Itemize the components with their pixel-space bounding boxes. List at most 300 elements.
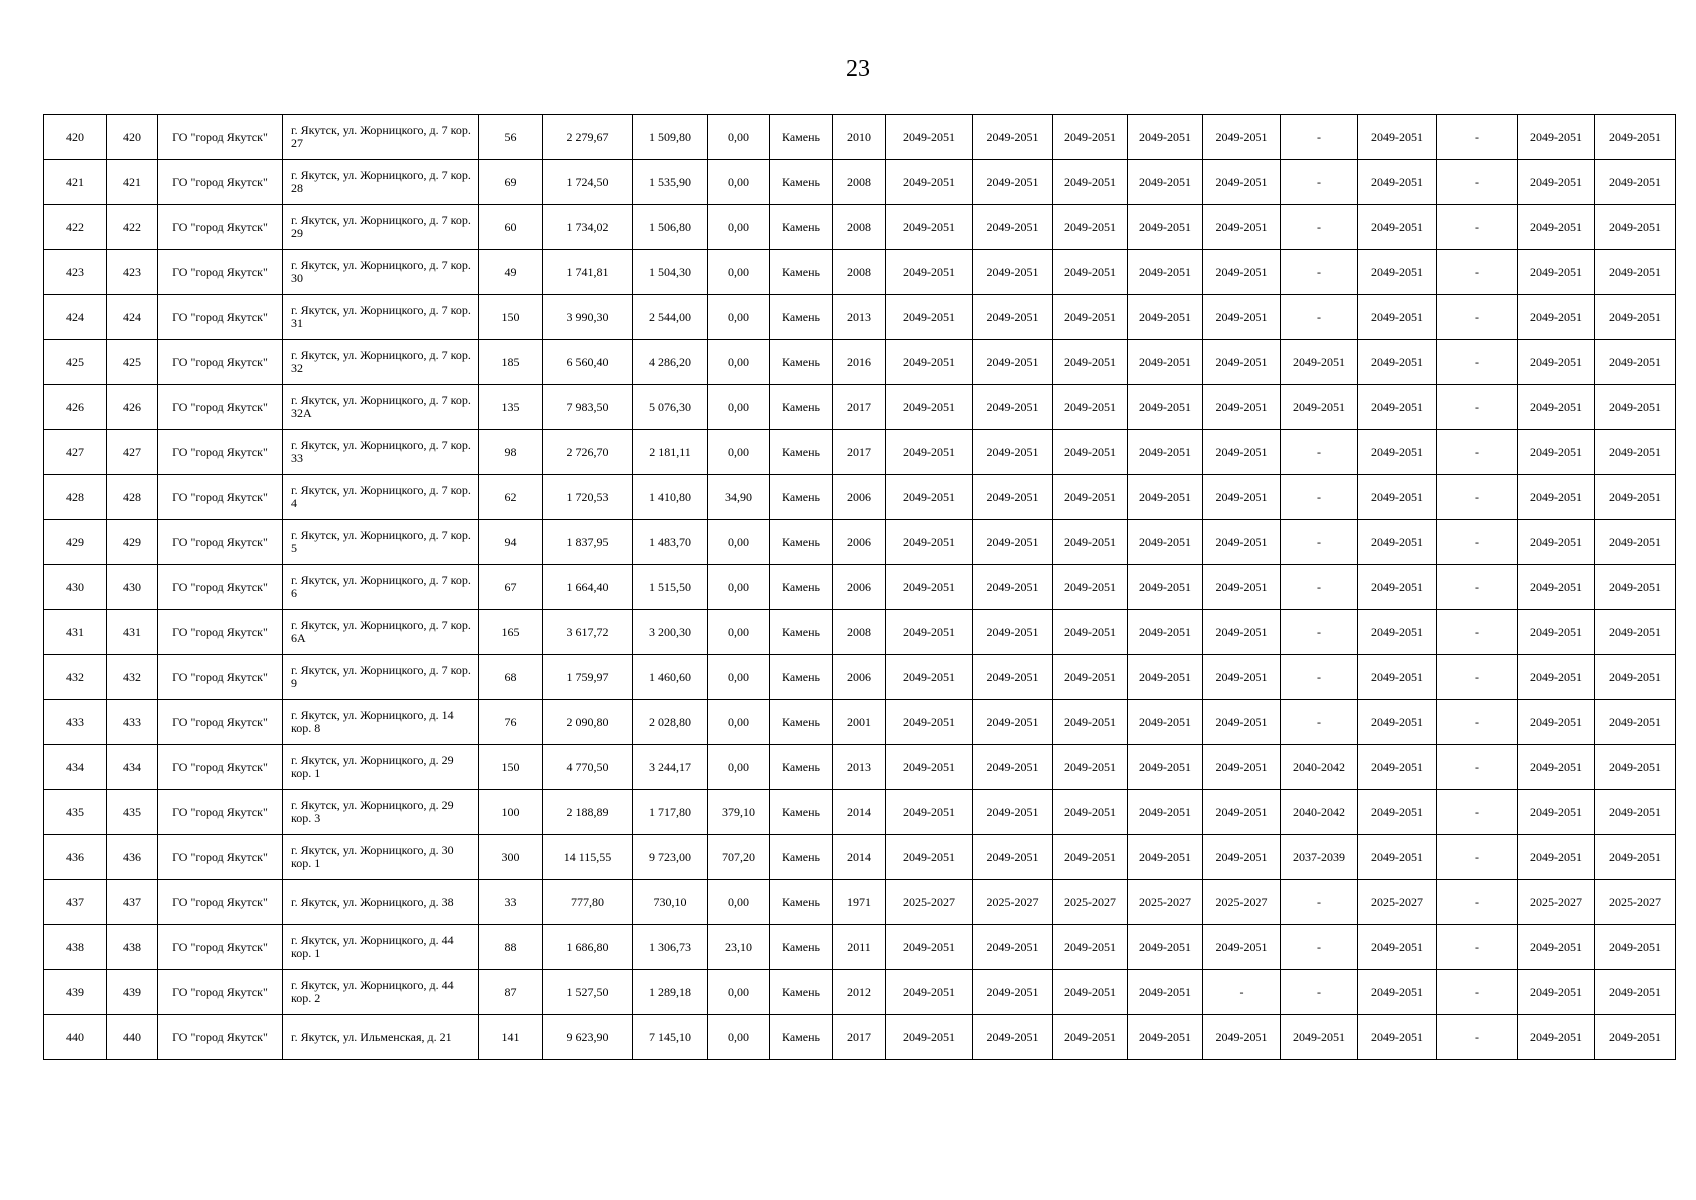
table-row (44, 745, 1676, 790)
object-number-cell: 422 (107, 205, 158, 250)
address-cell: г. Якутск, ул. Жорницкого, д. 44 кор. 2 (283, 970, 479, 1015)
object-number-cell: 431 (107, 610, 158, 655)
year-built-cell: 1971 (833, 880, 886, 925)
work-period-cell-5: 2049-2051 (1203, 700, 1281, 745)
table-row (44, 1015, 1676, 1060)
work-period-cell-2: 2049-2051 (973, 250, 1053, 295)
residents-cell: 135 (479, 385, 543, 430)
work-period-cell-3: 2025-2027 (1053, 880, 1128, 925)
row-number-cell: 437 (44, 880, 107, 925)
other-area-cell: 0,00 (708, 1015, 770, 1060)
object-number-cell: 430 (107, 565, 158, 610)
residents-cell: 98 (479, 430, 543, 475)
address-cell: г. Якутск, ул. Жорницкого, д. 7 кор. 6 (283, 565, 479, 610)
work-period-cell-2: 2049-2051 (973, 1015, 1053, 1060)
row-number-cell: 425 (44, 340, 107, 385)
work-period-cell-5: 2049-2051 (1203, 475, 1281, 520)
work-period-cell-10: 2049-2051 (1595, 205, 1676, 250)
work-period-cell-9: 2049-2051 (1518, 160, 1595, 205)
municipality-cell: ГО "город Якутск" (158, 565, 283, 610)
address-cell: г. Якутск, ул. Жорницкого, д. 44 кор. 1 (283, 925, 479, 970)
work-period-cell-3: 2049-2051 (1053, 700, 1128, 745)
work-period-cell-4: 2049-2051 (1128, 430, 1203, 475)
work-period-cell-4: 2049-2051 (1128, 745, 1203, 790)
year-built-cell: 2006 (833, 475, 886, 520)
table-row (44, 430, 1676, 475)
work-period-cell-6: - (1281, 475, 1358, 520)
object-number-cell: 426 (107, 385, 158, 430)
row-number-cell: 435 (44, 790, 107, 835)
work-period-cell-7: 2049-2051 (1358, 430, 1437, 475)
work-period-cell-6: - (1281, 565, 1358, 610)
work-period-cell-5: 2049-2051 (1203, 295, 1281, 340)
work-period-cell-4: 2049-2051 (1128, 790, 1203, 835)
object-number-cell: 432 (107, 655, 158, 700)
total-area-cell: 1 837,95 (543, 520, 633, 565)
address-cell: г. Якутск, ул. Жорницкого, д. 7 кор. 27 (283, 115, 479, 160)
work-period-cell-1: 2049-2051 (886, 385, 973, 430)
work-period-cell-1: 2049-2051 (886, 295, 973, 340)
work-period-cell-1: 2049-2051 (886, 340, 973, 385)
work-period-cell-9: 2049-2051 (1518, 250, 1595, 295)
other-area-cell: 0,00 (708, 565, 770, 610)
wall-material-cell: Камень (770, 700, 833, 745)
living-area-cell: 7 145,10 (633, 1015, 708, 1060)
row-number-cell: 422 (44, 205, 107, 250)
total-area-cell: 1 720,53 (543, 475, 633, 520)
work-period-cell-1: 2049-2051 (886, 610, 973, 655)
municipality-cell: ГО "город Якутск" (158, 655, 283, 700)
row-number-cell: 428 (44, 475, 107, 520)
work-period-cell-6: - (1281, 520, 1358, 565)
work-period-cell-8: - (1437, 295, 1518, 340)
living-area-cell: 9 723,00 (633, 835, 708, 880)
address-cell: г. Якутск, ул. Жорницкого, д. 7 кор. 6А (283, 610, 479, 655)
address-cell: г. Якутск, ул. Жорницкого, д. 7 кор. 33 (283, 430, 479, 475)
address-cell: г. Якутск, ул. Жорницкого, д. 29 кор. 1 (283, 745, 479, 790)
year-built-cell: 2014 (833, 835, 886, 880)
total-area-cell: 1 527,50 (543, 970, 633, 1015)
year-built-cell: 2012 (833, 970, 886, 1015)
work-period-cell-9: 2049-2051 (1518, 565, 1595, 610)
year-built-cell: 2008 (833, 610, 886, 655)
other-area-cell: 0,00 (708, 520, 770, 565)
object-number-cell: 421 (107, 160, 158, 205)
work-period-cell-9: 2049-2051 (1518, 520, 1595, 565)
work-period-cell-8: - (1437, 700, 1518, 745)
work-period-cell-10: 2049-2051 (1595, 340, 1676, 385)
wall-material-cell: Камень (770, 160, 833, 205)
total-area-cell: 1 759,97 (543, 655, 633, 700)
work-period-cell-5: 2049-2051 (1203, 250, 1281, 295)
work-period-cell-5: - (1203, 970, 1281, 1015)
work-period-cell-6: 2049-2051 (1281, 1015, 1358, 1060)
work-period-cell-3: 2049-2051 (1053, 475, 1128, 520)
municipality-cell: ГО "город Якутск" (158, 1015, 283, 1060)
work-period-cell-6: - (1281, 115, 1358, 160)
work-period-cell-9: 2049-2051 (1518, 295, 1595, 340)
work-period-cell-2: 2049-2051 (973, 610, 1053, 655)
object-number-cell: 423 (107, 250, 158, 295)
residents-cell: 67 (479, 565, 543, 610)
year-built-cell: 2010 (833, 115, 886, 160)
work-period-cell-9: 2049-2051 (1518, 475, 1595, 520)
work-period-cell-7: 2049-2051 (1358, 565, 1437, 610)
living-area-cell: 730,10 (633, 880, 708, 925)
work-period-cell-8: - (1437, 160, 1518, 205)
work-period-cell-9: 2049-2051 (1518, 925, 1595, 970)
work-period-cell-8: - (1437, 115, 1518, 160)
work-period-cell-1: 2049-2051 (886, 925, 973, 970)
work-period-cell-8: - (1437, 520, 1518, 565)
year-built-cell: 2006 (833, 565, 886, 610)
work-period-cell-8: - (1437, 250, 1518, 295)
work-period-cell-6: 2040-2042 (1281, 790, 1358, 835)
table-row (44, 655, 1676, 700)
work-period-cell-4: 2049-2051 (1128, 700, 1203, 745)
work-period-cell-1: 2049-2051 (886, 835, 973, 880)
work-period-cell-8: - (1437, 475, 1518, 520)
work-period-cell-10: 2049-2051 (1595, 790, 1676, 835)
table-row (44, 790, 1676, 835)
work-period-cell-10: 2049-2051 (1595, 385, 1676, 430)
object-number-cell: 420 (107, 115, 158, 160)
table-row (44, 205, 1676, 250)
total-area-cell: 2 090,80 (543, 700, 633, 745)
municipality-cell: ГО "город Якутск" (158, 925, 283, 970)
address-cell: г. Якутск, ул. Жорницкого, д. 30 кор. 1 (283, 835, 479, 880)
work-period-cell-5: 2049-2051 (1203, 340, 1281, 385)
work-period-cell-8: - (1437, 340, 1518, 385)
residents-cell: 150 (479, 745, 543, 790)
municipality-cell: ГО "город Якутск" (158, 610, 283, 655)
work-period-cell-6: - (1281, 160, 1358, 205)
residents-cell: 69 (479, 160, 543, 205)
work-period-cell-1: 2049-2051 (886, 115, 973, 160)
address-cell: г. Якутск, ул. Жорницкого, д. 7 кор. 31 (283, 295, 479, 340)
work-period-cell-3: 2049-2051 (1053, 1015, 1128, 1060)
other-area-cell: 0,00 (708, 340, 770, 385)
living-area-cell: 1 506,80 (633, 205, 708, 250)
residents-cell: 60 (479, 205, 543, 250)
address-cell: г. Якутск, ул. Жорницкого, д. 38 (283, 880, 479, 925)
living-area-cell: 1 509,80 (633, 115, 708, 160)
other-area-cell: 0,00 (708, 655, 770, 700)
work-period-cell-5: 2049-2051 (1203, 205, 1281, 250)
table-row (44, 250, 1676, 295)
wall-material-cell: Камень (770, 475, 833, 520)
wall-material-cell: Камень (770, 520, 833, 565)
row-number-cell: 420 (44, 115, 107, 160)
work-period-cell-9: 2025-2027 (1518, 880, 1595, 925)
total-area-cell: 6 560,40 (543, 340, 633, 385)
work-period-cell-2: 2049-2051 (973, 925, 1053, 970)
work-period-cell-6: - (1281, 250, 1358, 295)
year-built-cell: 2016 (833, 340, 886, 385)
work-period-cell-5: 2049-2051 (1203, 790, 1281, 835)
other-area-cell: 0,00 (708, 295, 770, 340)
year-built-cell: 2001 (833, 700, 886, 745)
work-period-cell-4: 2049-2051 (1128, 340, 1203, 385)
total-area-cell: 1 686,80 (543, 925, 633, 970)
work-period-cell-4: 2049-2051 (1128, 835, 1203, 880)
work-period-cell-5: 2049-2051 (1203, 655, 1281, 700)
work-period-cell-4: 2025-2027 (1128, 880, 1203, 925)
table-row (44, 970, 1676, 1015)
other-area-cell: 0,00 (708, 385, 770, 430)
work-period-cell-3: 2049-2051 (1053, 835, 1128, 880)
address-cell: г. Якутск, ул. Жорницкого, д. 29 кор. 3 (283, 790, 479, 835)
work-period-cell-5: 2049-2051 (1203, 430, 1281, 475)
total-area-cell: 3 990,30 (543, 295, 633, 340)
living-area-cell: 1 535,90 (633, 160, 708, 205)
work-period-cell-5: 2049-2051 (1203, 115, 1281, 160)
other-area-cell: 379,10 (708, 790, 770, 835)
table-row (44, 700, 1676, 745)
work-period-cell-10: 2049-2051 (1595, 655, 1676, 700)
work-period-cell-9: 2049-2051 (1518, 115, 1595, 160)
work-period-cell-7: 2049-2051 (1358, 340, 1437, 385)
wall-material-cell: Камень (770, 385, 833, 430)
work-period-cell-9: 2049-2051 (1518, 430, 1595, 475)
year-built-cell: 2014 (833, 790, 886, 835)
work-period-cell-9: 2049-2051 (1518, 790, 1595, 835)
address-cell: г. Якутск, ул. Жорницкого, д. 7 кор. 9 (283, 655, 479, 700)
work-period-cell-4: 2049-2051 (1128, 205, 1203, 250)
work-period-cell-9: 2049-2051 (1518, 340, 1595, 385)
work-period-cell-2: 2049-2051 (973, 475, 1053, 520)
work-period-cell-2: 2049-2051 (973, 745, 1053, 790)
wall-material-cell: Камень (770, 115, 833, 160)
work-period-cell-10: 2049-2051 (1595, 250, 1676, 295)
work-period-cell-4: 2049-2051 (1128, 565, 1203, 610)
total-area-cell: 1 724,50 (543, 160, 633, 205)
work-period-cell-6: - (1281, 925, 1358, 970)
row-number-cell: 431 (44, 610, 107, 655)
work-period-cell-2: 2049-2051 (973, 835, 1053, 880)
year-built-cell: 2013 (833, 295, 886, 340)
work-period-cell-4: 2049-2051 (1128, 475, 1203, 520)
address-cell: г. Якутск, ул. Жорницкого, д. 7 кор. 32 (283, 340, 479, 385)
work-period-cell-2: 2049-2051 (973, 340, 1053, 385)
year-built-cell: 2011 (833, 925, 886, 970)
row-number-cell: 430 (44, 565, 107, 610)
municipality-cell: ГО "город Якутск" (158, 790, 283, 835)
work-period-cell-9: 2049-2051 (1518, 205, 1595, 250)
year-built-cell: 2008 (833, 160, 886, 205)
table-row (44, 340, 1676, 385)
work-period-cell-7: 2049-2051 (1358, 295, 1437, 340)
residents-cell: 185 (479, 340, 543, 385)
work-period-cell-7: 2049-2051 (1358, 790, 1437, 835)
work-period-cell-6: - (1281, 700, 1358, 745)
work-period-cell-4: 2049-2051 (1128, 250, 1203, 295)
work-period-cell-1: 2049-2051 (886, 790, 973, 835)
work-period-cell-10: 2049-2051 (1595, 565, 1676, 610)
registry-table (43, 114, 1676, 1060)
work-period-cell-3: 2049-2051 (1053, 340, 1128, 385)
other-area-cell: 0,00 (708, 745, 770, 790)
work-period-cell-7: 2049-2051 (1358, 745, 1437, 790)
work-period-cell-9: 2049-2051 (1518, 655, 1595, 700)
table-row (44, 610, 1676, 655)
work-period-cell-4: 2049-2051 (1128, 925, 1203, 970)
work-period-cell-6: - (1281, 205, 1358, 250)
work-period-cell-8: - (1437, 655, 1518, 700)
municipality-cell: ГО "город Якутск" (158, 205, 283, 250)
work-period-cell-2: 2049-2051 (973, 295, 1053, 340)
work-period-cell-2: 2049-2051 (973, 655, 1053, 700)
wall-material-cell: Камень (770, 655, 833, 700)
table-body (44, 115, 1676, 1060)
work-period-cell-3: 2049-2051 (1053, 610, 1128, 655)
work-period-cell-7: 2049-2051 (1358, 205, 1437, 250)
work-period-cell-1: 2049-2051 (886, 745, 973, 790)
work-period-cell-1: 2049-2051 (886, 700, 973, 745)
year-built-cell: 2008 (833, 250, 886, 295)
work-period-cell-4: 2049-2051 (1128, 1015, 1203, 1060)
municipality-cell: ГО "город Якутск" (158, 295, 283, 340)
other-area-cell: 34,90 (708, 475, 770, 520)
work-period-cell-10: 2049-2051 (1595, 970, 1676, 1015)
other-area-cell: 0,00 (708, 115, 770, 160)
work-period-cell-5: 2049-2051 (1203, 565, 1281, 610)
work-period-cell-1: 2049-2051 (886, 430, 973, 475)
living-area-cell: 1 483,70 (633, 520, 708, 565)
table-row (44, 160, 1676, 205)
work-period-cell-2: 2049-2051 (973, 430, 1053, 475)
work-period-cell-4: 2049-2051 (1128, 970, 1203, 1015)
work-period-cell-5: 2049-2051 (1203, 520, 1281, 565)
living-area-cell: 1 289,18 (633, 970, 708, 1015)
residents-cell: 150 (479, 295, 543, 340)
work-period-cell-9: 2049-2051 (1518, 385, 1595, 430)
address-cell: г. Якутск, ул. Жорницкого, д. 7 кор. 32А (283, 385, 479, 430)
living-area-cell: 1 504,30 (633, 250, 708, 295)
work-period-cell-8: - (1437, 970, 1518, 1015)
municipality-cell: ГО "город Якутск" (158, 970, 283, 1015)
work-period-cell-10: 2049-2051 (1595, 520, 1676, 565)
object-number-cell: 436 (107, 835, 158, 880)
table-row (44, 115, 1676, 160)
wall-material-cell: Камень (770, 745, 833, 790)
other-area-cell: 0,00 (708, 880, 770, 925)
address-cell: г. Якутск, ул. Жорницкого, д. 7 кор. 28 (283, 160, 479, 205)
work-period-cell-4: 2049-2051 (1128, 520, 1203, 565)
work-period-cell-5: 2049-2051 (1203, 925, 1281, 970)
work-period-cell-10: 2049-2051 (1595, 160, 1676, 205)
other-area-cell: 23,10 (708, 925, 770, 970)
address-cell: г. Якутск, ул. Жорницкого, д. 7 кор. 5 (283, 520, 479, 565)
year-built-cell: 2006 (833, 520, 886, 565)
object-number-cell: 429 (107, 520, 158, 565)
residents-cell: 88 (479, 925, 543, 970)
work-period-cell-4: 2049-2051 (1128, 385, 1203, 430)
total-area-cell: 2 279,67 (543, 115, 633, 160)
work-period-cell-3: 2049-2051 (1053, 970, 1128, 1015)
municipality-cell: ГО "город Якутск" (158, 430, 283, 475)
total-area-cell: 14 115,55 (543, 835, 633, 880)
work-period-cell-1: 2049-2051 (886, 520, 973, 565)
work-period-cell-4: 2049-2051 (1128, 295, 1203, 340)
work-period-cell-2: 2049-2051 (973, 385, 1053, 430)
total-area-cell: 2 726,70 (543, 430, 633, 475)
municipality-cell: ГО "город Якутск" (158, 745, 283, 790)
work-period-cell-3: 2049-2051 (1053, 115, 1128, 160)
work-period-cell-1: 2049-2051 (886, 205, 973, 250)
row-number-cell: 436 (44, 835, 107, 880)
work-period-cell-3: 2049-2051 (1053, 250, 1128, 295)
work-period-cell-2: 2049-2051 (973, 700, 1053, 745)
residents-cell: 165 (479, 610, 543, 655)
municipality-cell: ГО "город Якутск" (158, 250, 283, 295)
work-period-cell-8: - (1437, 925, 1518, 970)
object-number-cell: 437 (107, 880, 158, 925)
table-row (44, 565, 1676, 610)
other-area-cell: 707,20 (708, 835, 770, 880)
row-number-cell: 421 (44, 160, 107, 205)
other-area-cell: 0,00 (708, 205, 770, 250)
work-period-cell-5: 2049-2051 (1203, 835, 1281, 880)
total-area-cell: 2 188,89 (543, 790, 633, 835)
wall-material-cell: Камень (770, 295, 833, 340)
wall-material-cell: Камень (770, 880, 833, 925)
municipality-cell: ГО "город Якутск" (158, 835, 283, 880)
residents-cell: 87 (479, 970, 543, 1015)
row-number-cell: 423 (44, 250, 107, 295)
residents-cell: 62 (479, 475, 543, 520)
object-number-cell: 434 (107, 745, 158, 790)
residents-cell: 56 (479, 115, 543, 160)
work-period-cell-5: 2049-2051 (1203, 160, 1281, 205)
work-period-cell-7: 2049-2051 (1358, 970, 1437, 1015)
work-period-cell-3: 2049-2051 (1053, 295, 1128, 340)
work-period-cell-3: 2049-2051 (1053, 565, 1128, 610)
work-period-cell-2: 2049-2051 (973, 970, 1053, 1015)
work-period-cell-10: 2049-2051 (1595, 115, 1676, 160)
total-area-cell: 4 770,50 (543, 745, 633, 790)
wall-material-cell: Камень (770, 430, 833, 475)
other-area-cell: 0,00 (708, 160, 770, 205)
work-period-cell-6: 2040-2042 (1281, 745, 1358, 790)
work-period-cell-5: 2025-2027 (1203, 880, 1281, 925)
work-period-cell-7: 2049-2051 (1358, 835, 1437, 880)
work-period-cell-9: 2049-2051 (1518, 1015, 1595, 1060)
address-cell: г. Якутск, ул. Жорницкого, д. 14 кор. 8 (283, 700, 479, 745)
work-period-cell-7: 2049-2051 (1358, 520, 1437, 565)
row-number-cell: 427 (44, 430, 107, 475)
living-area-cell: 4 286,20 (633, 340, 708, 385)
living-area-cell: 1 515,50 (633, 565, 708, 610)
table-row (44, 520, 1676, 565)
work-period-cell-4: 2049-2051 (1128, 655, 1203, 700)
work-period-cell-2: 2049-2051 (973, 160, 1053, 205)
year-built-cell: 2017 (833, 430, 886, 475)
work-period-cell-7: 2049-2051 (1358, 115, 1437, 160)
work-period-cell-8: - (1437, 1015, 1518, 1060)
object-number-cell: 425 (107, 340, 158, 385)
work-period-cell-1: 2049-2051 (886, 655, 973, 700)
work-period-cell-9: 2049-2051 (1518, 610, 1595, 655)
work-period-cell-3: 2049-2051 (1053, 430, 1128, 475)
object-number-cell: 439 (107, 970, 158, 1015)
living-area-cell: 1 410,80 (633, 475, 708, 520)
address-cell: г. Якутск, ул. Жорницкого, д. 7 кор. 4 (283, 475, 479, 520)
work-period-cell-1: 2049-2051 (886, 565, 973, 610)
work-period-cell-2: 2049-2051 (973, 565, 1053, 610)
work-period-cell-7: 2049-2051 (1358, 1015, 1437, 1060)
residents-cell: 68 (479, 655, 543, 700)
